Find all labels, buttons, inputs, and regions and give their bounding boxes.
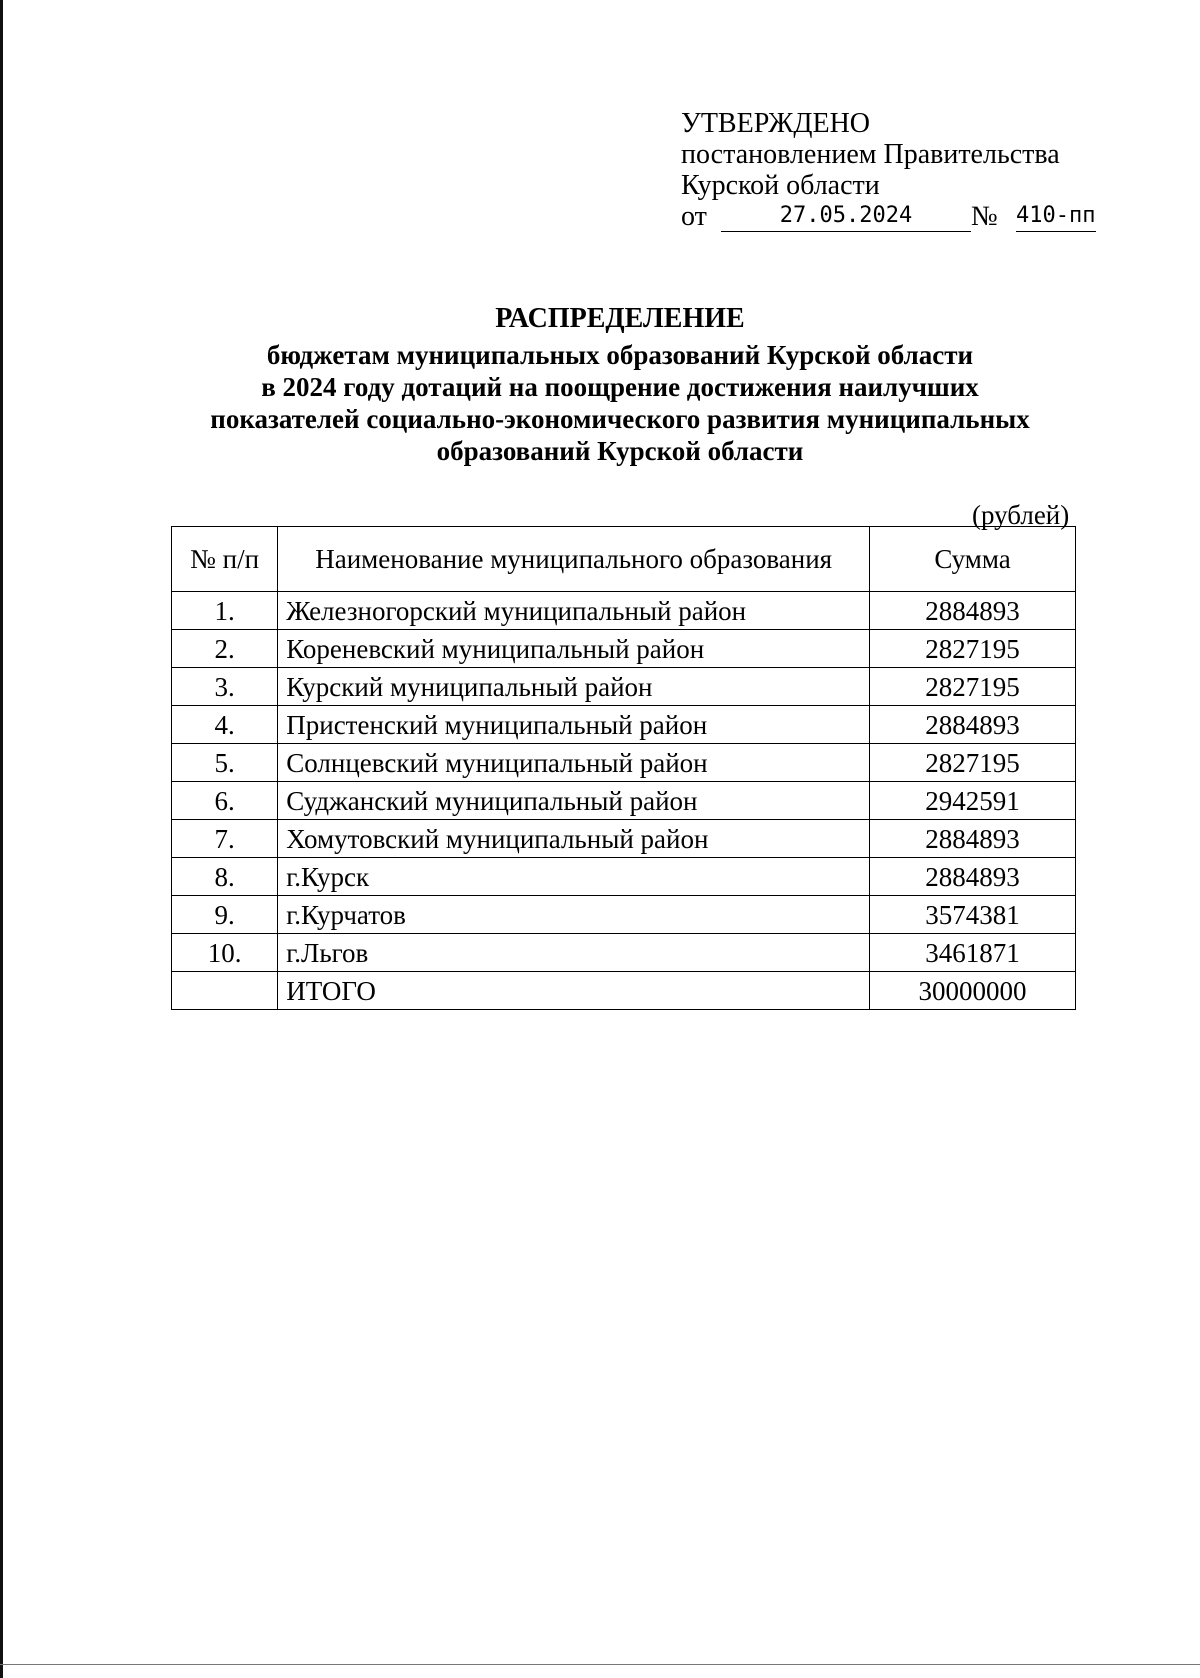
scan-edge [0, 0, 3, 1678]
row-num: 2. [172, 630, 278, 668]
table-header-row [172, 527, 1076, 592]
table-row [172, 706, 1076, 744]
document-title [170, 303, 1070, 467]
table-row [172, 896, 1076, 934]
row-sum: 3461871 [870, 934, 1076, 972]
approval-order-line [681, 201, 1096, 235]
row-sum: 2942591 [870, 782, 1076, 820]
row-name: Суджанский муниципальный район [278, 782, 870, 820]
row-num: 8. [172, 858, 278, 896]
date-prefix: от [681, 201, 707, 232]
table-row [172, 934, 1076, 972]
row-name: Пристенский муниципальный район [278, 706, 870, 744]
row-num: 7. [172, 820, 278, 858]
row-num: 6. [172, 782, 278, 820]
row-name: г.Курчатов [278, 896, 870, 934]
row-sum: 2884893 [870, 858, 1076, 896]
row-sum: 2884893 [870, 706, 1076, 744]
approval-number: 410-пп [1016, 201, 1096, 232]
table-row [172, 668, 1076, 706]
title-line-1: бюджетам муниципальных образований Курской области [266, 340, 974, 370]
approval-heading: УТВЕРЖДЕНО [681, 108, 871, 139]
row-num: 9. [172, 896, 278, 934]
title-main: РАСПРЕДЕЛЕНИЕ [495, 303, 745, 334]
row-name: Железногорский муниципальный район [278, 592, 870, 630]
approval-block [681, 108, 1096, 235]
header-name: Наименование муниципального образования [278, 527, 870, 592]
distribution-table [171, 526, 1076, 1010]
table-row [172, 820, 1076, 858]
row-num: 3. [172, 668, 278, 706]
row-num: 4. [172, 706, 278, 744]
header-sum: Сумма [870, 527, 1076, 592]
table-row [172, 592, 1076, 630]
approval-line-decree: постановлением Правительства [681, 139, 1060, 170]
row-name: Солнцевский муниципальный район [278, 744, 870, 782]
title-line-2: в 2024 году дотаций на поощрение достижения наилучших [261, 372, 979, 402]
approval-line-region: Курской области [681, 170, 880, 201]
row-num: 5. [172, 744, 278, 782]
row-sum: 2827195 [870, 668, 1076, 706]
number-sign: № [971, 201, 998, 232]
units-label: (рублей) [972, 500, 1070, 530]
total-row [172, 972, 1076, 1010]
row-sum: 3574381 [870, 896, 1076, 934]
header-num: № п/п [172, 527, 278, 592]
table-row [172, 782, 1076, 820]
row-sum: 2827195 [870, 630, 1076, 668]
title-line-4: образований Курской области [436, 436, 804, 466]
scan-edge-bottom [0, 1664, 1200, 1665]
row-num: 10. [172, 934, 278, 972]
table-row [172, 744, 1076, 782]
row-sum: 2827195 [870, 744, 1076, 782]
table-row [172, 630, 1076, 668]
row-name: г.Льгов [278, 934, 870, 972]
table-row [172, 858, 1076, 896]
total-sum: 30000000 [870, 972, 1076, 1010]
approval-date: 27.05.2024 [721, 201, 971, 232]
row-name: г.Курск [278, 858, 870, 896]
row-name: Кореневский муниципальный район [278, 630, 870, 668]
row-sum: 2884893 [870, 592, 1076, 630]
row-name: Курский муниципальный район [278, 668, 870, 706]
row-num: 1. [172, 592, 278, 630]
row-sum: 2884893 [870, 820, 1076, 858]
title-line-3: показателей социально-экономического развития муниципальных [210, 404, 1030, 434]
total-label: ИТОГО [278, 972, 870, 1010]
total-num-empty [172, 972, 278, 1010]
row-name: Хомутовский муниципальный район [278, 820, 870, 858]
